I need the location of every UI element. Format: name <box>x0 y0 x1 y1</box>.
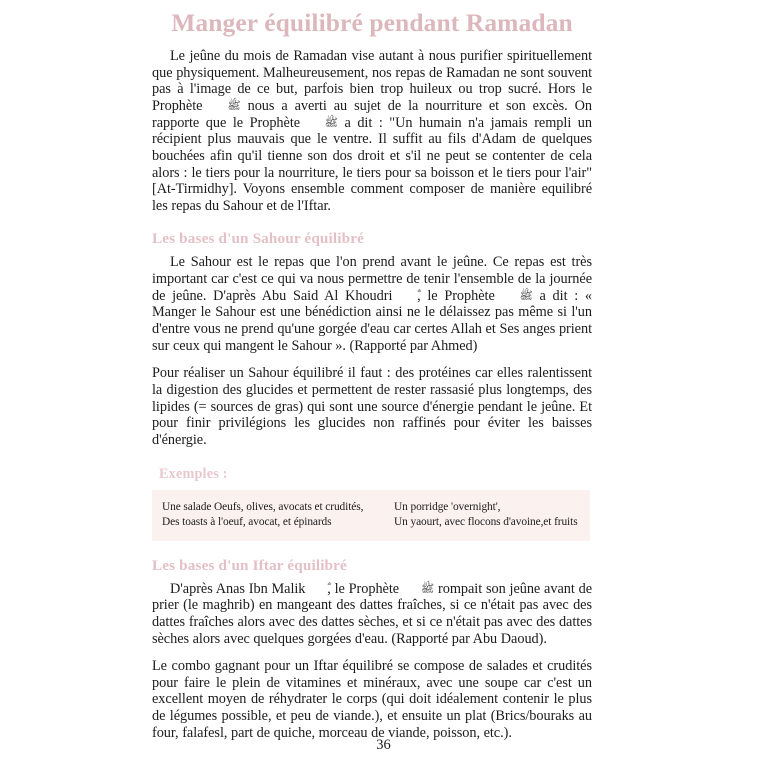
iftar-paragraph-1: D'après Anas Ibn Malik , le Prophète ﷺ rompait son jeûne avant de prier (le maghrib) en mangeant des dattes fraîches, si ce n'était pas avec des dattes fraîches alors avec des dattes sèches, et si ce n'était pas avec des dattes sèches alors avec quelques gorgées d'eau. (Rapporté par Abu Daoud). <box>152 580 592 647</box>
radiallahu-glyph <box>399 290 417 303</box>
examples-label: Exemples : <box>159 465 228 482</box>
section-heading-iftar: Les bases d'un Iftar équilibré <box>152 556 347 574</box>
iftar-paragraph-2: Le combo gagnant pour un Iftar équilibré se compose de salades et crudités pour faire le plein de vitamines et minéraux, avec une soupe car c'est un excellent moyen de réhydrater le corps (qui doit idéalement contenir le plus de légumes possible, et peu de viande.), et ensuite un plat (Brics/bouraks au four, falafesl, part de quiche, morceau de viande, poisson, etc.). <box>152 658 592 741</box>
page-content-column <box>152 0 592 741</box>
intro-paragraph: Le jeûne du mois de Ramadan vise autant à nous purifier spirituellement que physiquement. Malheureusement, nos repas de Ramadan ne sont souvent pas à l'image de ce but, parfois bien trop huileux ou trop sucré. Hors le Prophète ﷺ nous a averti au sujet de la nourriture et son excès. On rapporte que le Prophète ﷺ a dit : "Un humain n'a jamais rempli un récipient plus mauvais que le ventre. Il suffit au fils d'Adam de quelques bouchées afin qu'il tienne son dos droit et s'il ne peut se contenter de cela alors : le tiers pour la nourriture, le tiers pour sa boisson et le tiers pour l'air" [At-Tirmidhy]. Voyons ensemble comment composer de manière equilibré les repas du Sahour et de l'Iftar. <box>152 48 593 214</box>
examples-right-column <box>394 500 580 530</box>
examples-left-column <box>162 500 394 530</box>
page-number: 36 <box>376 737 391 753</box>
example-item: Un yaourt, avec flocons d'avoine,et fruits <box>394 515 578 528</box>
salawat-glyph: ﷺ <box>227 98 241 112</box>
radiallahu-glyph <box>309 583 327 596</box>
sahour-paragraph-2: Pour réaliser un Sahour équilibré il faut : des protéines car elles ralentissent la digestion des glucides et permettent de rester rassasié plus longtemps, des lipides (= sources de gras) qui sont une source d'énergie pendant le jeûne. Et pour finir privilégions les glucides non raffinés pour éviter les baisses d'énergie. <box>152 365 592 448</box>
sahour-paragraph-1: Le Sahour est le repas que l'on prend avant le jeûne. Ce repas est très important car c'est ce qui va nous permettre de tenir l'ensemble de la journée de jeûne. D'après Abu Said Al Khoudri , le Prophète ﷺ a dit : « Manger le Sahour est une bénédiction ainsi ne le délaissez pas même si l'un d'entre vous ne prend qu'une gorgée d'eau car certes Allah et Ses anges prient sur ceux qui mangent le Sahour ». (Rapporté par Ahmed) <box>152 254 592 354</box>
example-item: Un porridge 'overnight', <box>394 500 501 513</box>
example-item: Des toasts à l'oeuf, avocat, et épinards <box>162 515 332 528</box>
salawat-glyph: ﷺ <box>420 581 435 595</box>
salawat-glyph: ﷺ <box>519 288 533 302</box>
example-item: Une salade Oeufs, olives, avocats et crudités, <box>162 500 364 513</box>
examples-box <box>152 490 590 541</box>
section-heading-sahour: Les bases d'un Sahour équilibré <box>152 230 364 248</box>
salawat-glyph: ﷺ <box>324 115 338 129</box>
page-title: Manger équilibré pendant Ramadan <box>171 8 573 37</box>
